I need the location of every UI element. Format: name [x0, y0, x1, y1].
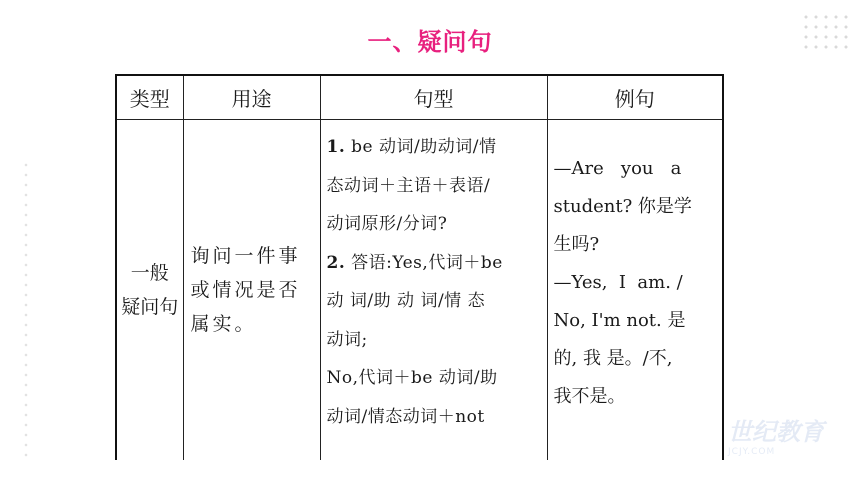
pattern-text: 动词; — [326, 329, 368, 350]
pattern-text: 动词原形/分词? — [326, 214, 448, 234]
pattern-line — [327, 128, 543, 167]
example-line: student? 你是学 — [553, 196, 692, 217]
example-line: 生吗? — [553, 234, 600, 255]
pattern-line — [327, 359, 543, 398]
page-title: 一、疑问句 — [367, 28, 493, 56]
type-line: 疑问句 — [121, 296, 179, 318]
example-line: No, I'm not. 是 — [553, 310, 686, 331]
header-use: 用途 — [183, 75, 320, 120]
watermark-logo — [728, 412, 838, 457]
pattern-text: 动词/情态动词＋not — [326, 406, 485, 427]
header-pattern: 句型 — [320, 75, 547, 120]
example-line: 我不是。 — [553, 386, 626, 407]
example-line: —Are you a — [553, 158, 682, 179]
pattern-text: 态动词＋主语＋表语/ — [326, 175, 491, 196]
cell-example — [547, 120, 723, 461]
header-type: 类型 — [116, 75, 183, 120]
example-line: 的, 我 是。/不, — [553, 348, 673, 369]
pattern-text: 答语:Yes,代词＋be — [345, 252, 503, 273]
decorative-dots-left — [22, 160, 30, 460]
use-line: 属实。 — [190, 313, 257, 335]
use-line: 或情况是否 — [190, 279, 301, 301]
table-header-row — [116, 75, 723, 120]
pattern-number: 1. — [326, 137, 346, 157]
type-line: 一般 — [130, 262, 169, 284]
pattern-line — [327, 244, 543, 283]
pattern-line — [327, 167, 543, 206]
cell-use — [183, 120, 320, 461]
cell-pattern — [320, 120, 547, 461]
watermark-subtext: JCJY.COM — [728, 447, 776, 457]
pattern-line — [327, 205, 543, 244]
pattern-line — [327, 321, 543, 360]
pattern-text: 动 词/助 动 词/情 态 — [326, 291, 486, 311]
pattern-text: be 动词/助动词/情 — [345, 137, 497, 157]
table-row — [116, 120, 723, 461]
pattern-text: No,代词＋be 动词/助 — [326, 368, 498, 388]
watermark-text: 世纪教育 — [728, 418, 824, 446]
grammar-table — [115, 74, 724, 460]
use-line: 询问一件事 — [190, 245, 301, 267]
pattern-line — [327, 282, 543, 321]
pattern-line — [327, 398, 543, 437]
example-line: —Yes, I am. / — [553, 272, 683, 293]
cell-type — [116, 120, 183, 461]
header-example: 例句 — [547, 75, 723, 120]
pattern-number: 2. — [326, 252, 346, 273]
